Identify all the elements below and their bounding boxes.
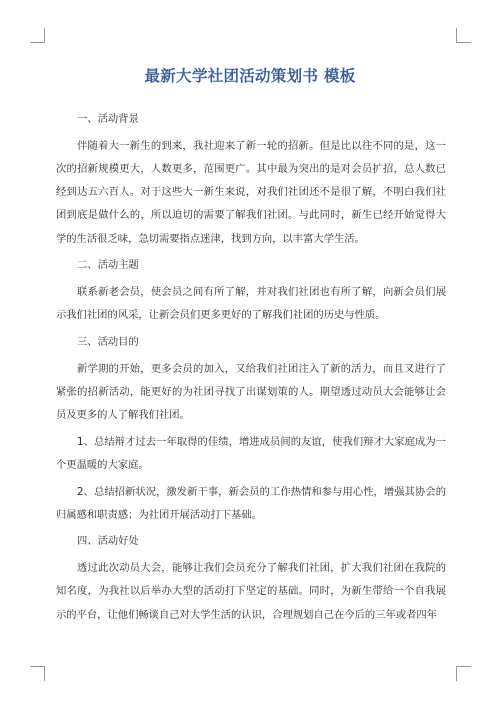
crop-mark-top-left: [30, 28, 45, 43]
crop-mark-top-right: [456, 28, 471, 43]
paragraph-purpose-item-1: 1、总结辩才过去一年取得的佳绩，增进成员间的友谊，使我们辩才大家庭成为一个更温暖的大家庭。: [56, 435, 446, 471]
section-heading-theme: 二、活动主题: [77, 259, 139, 272]
paragraph-theme: 联系新老会员，使会员之间有所了解，并对我们社团也有所了解，向新会员们展示我们社团的风采，让新会员们更多更好的了解我们社团的历史与性质。: [56, 285, 446, 322]
crop-mark-bottom-right: [456, 666, 471, 681]
crop-mark-bottom-left: [30, 666, 45, 681]
paragraph-background: 伴随着大一新生的到来，我社迎来了新一轮的招新。但是比以往不同的是，这一次的招新规模更大，人数更多，范围更广。其中最为突出的是对会员扩招，总人数已经到达五六百人。对于这些大一新生来说，对我们社团还不是很了解，不明白我们社团到底是做什么的，所以迫切的需要了解我们社团。与此同时，新生已经开始觉得大学的生活很乏味，急切需要指点迷津，找到方向，以丰富大学生活。: [56, 139, 446, 245]
section-heading-background: 一、活动背景: [77, 113, 139, 125]
paragraph-purpose: 新学期的开始，更多会员的加入，又给我们社团注入了新的活力，而且又进行了紧张的招新活动，能更好的为社团寻找了出谋划策的人。期望透过动员大会能够让会员及更多的人了解我们社团。: [56, 362, 446, 421]
paragraph-benefits: 透过此次动员大会，能够让我们会员充分了解我们社团，扩大我们社团在我院的知名度，为我社以后举办大型的活动打下坚定的基础。同时，为新生带给一个自我展示的平台，让他们畅谈自己对大学生活的认识，合理规划自己在今后的三年或者四年: [56, 562, 446, 621]
paragraph-purpose-item-2: 2、总结招新状况，激发新干事，新会员的工作热情和参与用心性，增强其协会的归属感和职责感；为社团开展活动打下基础。: [56, 485, 446, 521]
section-heading-purpose: 三、活动目的: [77, 335, 139, 348]
section-heading-benefits: 四、活动好处: [77, 535, 139, 548]
document-title: 最新大学社团活动策划书 模板: [144, 67, 356, 85]
document-body: [56, 108, 446, 630]
